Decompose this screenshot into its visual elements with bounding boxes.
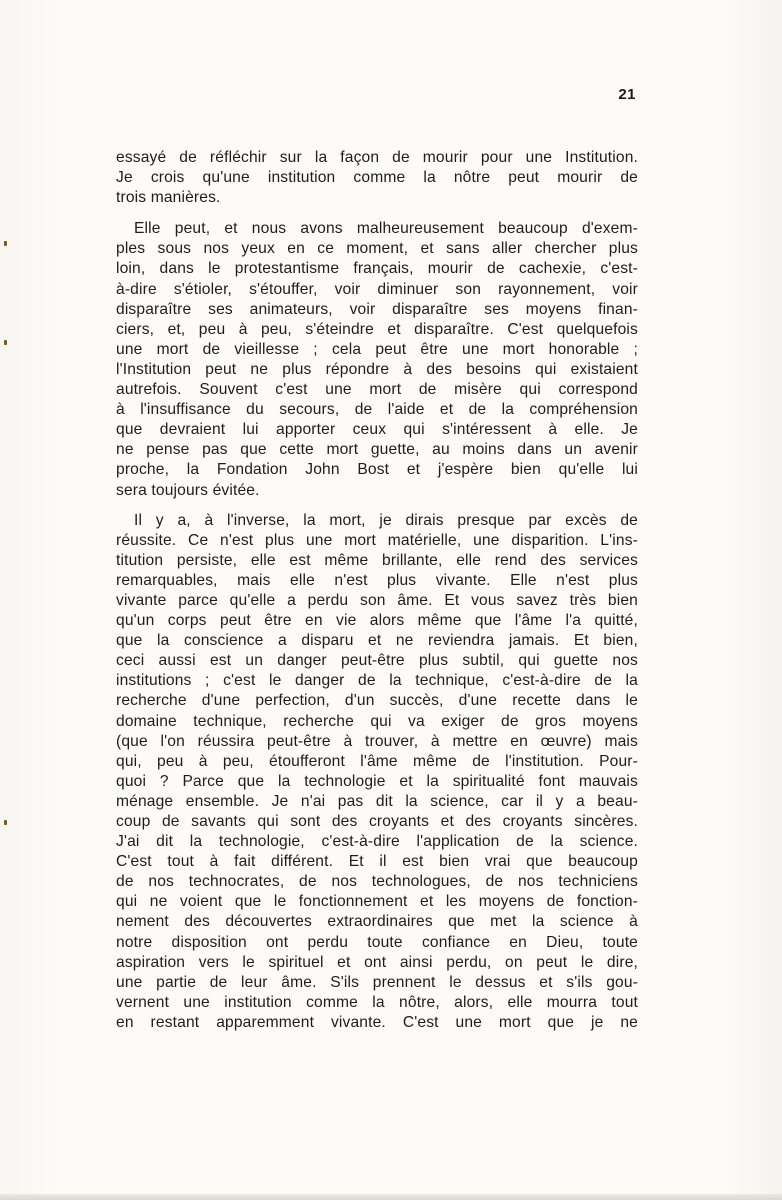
margin-punch-mark — [4, 820, 7, 825]
text-line: qui ne voient que le fonctionnement et les moyens de fonction- — [116, 893, 638, 911]
text-line: l'Institution peut ne plus répondre à des besoins qui existaient — [116, 360, 638, 378]
page-bottom-edge — [0, 1194, 782, 1200]
text-line: une partie de leur âme. S'ils prennent le dessus et s'ils gou- — [116, 973, 638, 991]
text-line: (que l'on réussira peut-être à trouver, à mettre en œuvre) mais — [116, 732, 638, 750]
text-line: essayé de réfléchir sur la façon de mourir pour une Institution. — [116, 149, 638, 166]
text-line: domaine technique, recherche qui va exiger de gros moyens — [116, 712, 638, 730]
text-line: notre disposition ont perdu toute confiance en Dieu, toute — [116, 933, 638, 951]
text-line: vivante parce qu'elle a perdu son âme. Et vous savez très bien — [116, 591, 638, 609]
text-line: C'est tout à fait différent. Et il est bien vrai que beaucoup — [116, 853, 638, 871]
paragraph-2 — [116, 219, 638, 500]
text-line: institutions ; c'est le danger de la technique, c'est-à-dire de la — [116, 672, 638, 690]
paragraph-1 — [116, 148, 638, 208]
text-line: aspiration vers le spirituel et ont ainsi perdu, on peut le dire, — [116, 953, 638, 971]
paragraph-3 — [116, 511, 638, 1033]
text-line: ples sous nos yeux en ce moment, et sans aller chercher plus — [116, 240, 638, 258]
text-line: vernent une institution comme la nôtre, alors, elle mourra tout — [116, 993, 638, 1011]
text-line: disparaître ses animateurs, voir disparaître ses moyens finan- — [116, 300, 638, 318]
text-line: proche, la Fondation John Bost et j'espère bien qu'elle lui — [116, 461, 638, 479]
text-line: coup de savants qui sont des croyants et des croyants sincères. — [116, 813, 638, 830]
text-line: recherche d'une perfection, d'un succès, d'une recette dans le — [116, 692, 638, 710]
text-line: sera toujours évitée. — [116, 481, 260, 499]
text-line: Je crois qu'une institution comme la nôtre peut mourir de — [116, 169, 638, 187]
text-line: trois manières. — [116, 189, 221, 207]
text-line: quoi ? Parce que la technologie et la spiritualité font mauvais — [116, 772, 638, 790]
text-line: qui, peu à peu, étoufferont l'âme même de l'institution. Pour- — [116, 752, 638, 770]
text-line: Elle peut, et nous avons malheureusement beaucoup d'exem- — [134, 220, 638, 238]
text-line: J'ai dit la technologie, c'est-à-dire l'application de la science. — [116, 833, 638, 851]
text-line: Il y a, à l'inverse, la mort, je dirais presque par excès de — [134, 511, 638, 529]
margin-punch-mark — [4, 340, 7, 345]
text-line: à l'insuffisance du secours, de l'aide et de la compréhension — [116, 401, 638, 419]
text-line: titution persiste, elle est même brillante, elle rend des services — [116, 551, 638, 569]
text-line: que devraient lui apporter ceux qui s'intéressent à elle. Je — [116, 421, 638, 439]
text-line: une mort de vieillesse ; cela peut être une mort honorable ; — [116, 340, 638, 358]
body-text — [116, 148, 638, 1043]
text-line: que la conscience a disparu et ne reviendra jamais. Et bien, — [116, 632, 638, 650]
text-line: nement des découvertes extraordinaires que met la science à — [116, 913, 638, 931]
text-line: ceci aussi est un danger peut-être plus subtil, qui guette nos — [116, 652, 638, 670]
text-line: ne pense pas que cette mort guette, au moins dans un avenir — [116, 441, 638, 459]
page-number: 21 — [618, 86, 636, 103]
text-line: à-dire s'étioler, s'étouffer, voir diminuer son rayonnement, voir — [116, 280, 638, 298]
text-line: ménage ensemble. Je n'ai pas dit la science, car il y a beau- — [116, 792, 638, 810]
text-line: loin, dans le protestantisme français, mourir de cachexie, c'est- — [116, 260, 638, 278]
text-line: réussite. Ce n'est plus une mort matérielle, une disparition. L'ins- — [116, 531, 638, 549]
text-line: de nos technocrates, de nos technologues, de nos techniciens — [116, 873, 638, 891]
text-line: qu'un corps peut être en vie alors même que l'âme l'a quitté, — [116, 612, 638, 630]
text-line: remarquables, mais elle n'est plus vivante. Elle n'est plus — [116, 571, 638, 589]
margin-punch-mark — [4, 241, 7, 246]
text-line: en restant apparemment vivante. C'est une mort que je ne — [116, 1013, 638, 1031]
text-line: ciers, et, peu à peu, s'éteindre et disparaître. C'est quelquefois — [116, 320, 638, 338]
text-line: autrefois. Souvent c'est une mort de misère qui correspond — [116, 381, 638, 399]
